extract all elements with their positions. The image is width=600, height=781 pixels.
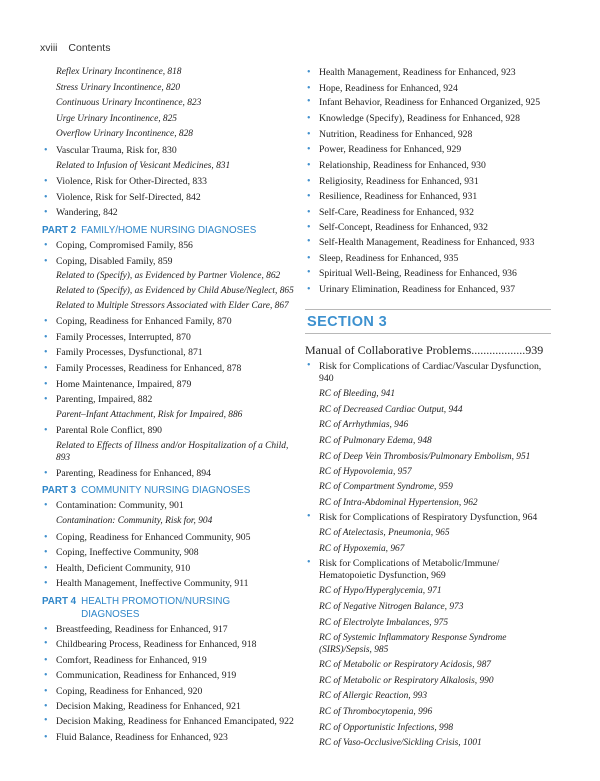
toc-list: [305, 360, 551, 752]
toc-entry: • Health Management, Ineffective Community, 911: [42, 576, 294, 592]
toc-entry: • Coping, Readiness for Enhanced Family, 870: [42, 314, 294, 330]
running-header: [40, 42, 110, 54]
toc-entry: • Self-Care, Readiness for Enhanced, 932: [305, 205, 551, 221]
toc-subentry: Contamination: Community, Risk for, 904: [56, 516, 213, 527]
part-2-block: [42, 221, 294, 238]
toc-entry: • Health, Deficient Community, 910: [42, 561, 294, 577]
toc-subentry: Related to (Specify), as Evidenced by Partner Violence, 862: [56, 271, 281, 282]
toc-entry: • Vascular Trauma, Risk for, 830: [42, 143, 294, 159]
toc-subentry: RC of Metabolic or Respiratory Alkalosis, 990: [319, 675, 494, 686]
toc-subentry: Related to (Specify), as Evidenced by Child Abuse/Neglect, 865: [56, 286, 294, 297]
section-divider: [305, 333, 551, 334]
part-title: HEALTH PROMOTION/NURSING DIAGNOSES: [81, 596, 231, 621]
toc-entry: • Comfort, Readiness for Enhanced, 919: [42, 653, 294, 669]
toc-entry: • Violence, Risk for Other-Directed, 833: [42, 174, 294, 190]
part-title: COMMUNITY NURSING DIAGNOSES: [81, 485, 251, 497]
toc-entry: • Wandering, 842: [42, 205, 294, 221]
toc-entry: • Sleep, Readiness for Enhanced, 935: [305, 251, 551, 267]
part-label: PART 3: [42, 485, 77, 497]
toc-list: [42, 498, 294, 592]
toc-entry: • Religiosity, Readiness for Enhanced, 931: [305, 174, 551, 190]
toc-subentry: RC of Atelectasis, Pneumonia, 965: [319, 528, 450, 539]
toc-subentry: RC of Allergic Reaction, 993: [319, 691, 428, 702]
toc-entry: • Fluid Balance, Readiness for Enhanced, 923: [42, 730, 294, 746]
toc-entry: • Family Processes, Readiness for Enhanced, 878: [42, 361, 294, 377]
right-column: [305, 65, 551, 752]
toc-entry: • Coping, Readiness for Enhanced, 920: [42, 684, 294, 700]
toc-subentry: Urge Urinary Incontinence, 825: [56, 113, 177, 124]
toc-entry: • Coping, Readiness for Enhanced Community, 905: [42, 530, 294, 546]
toc-subentry: RC of Intra-Abdominal Hypertension, 962: [319, 497, 478, 508]
toc-entry: • Power, Readiness for Enhanced, 929: [305, 142, 551, 158]
toc-list: [42, 65, 294, 221]
toc-entry: • Infant Behavior, Readiness for Enhanced Organized, 925: [305, 96, 551, 111]
toc-entry: • Self-Concept, Readiness for Enhanced, 932: [305, 220, 551, 236]
toc-subentry: RC of Hypovolemia, 957: [319, 466, 412, 477]
toc-entry: • Coping, Compromised Family, 856: [42, 238, 294, 254]
section-3-heading: SECTION 3: [307, 314, 388, 331]
toc-subentry: Overflow Urinary Incontinence, 828: [56, 129, 193, 140]
toc-subentry: RC of Metabolic or Respiratory Acidosis, 987: [319, 660, 491, 671]
toc-entry: • Family Processes, Interrupted, 870: [42, 330, 294, 346]
section-3-subtitle: Manual of Collaborative Problems..................939: [305, 343, 544, 358]
part-label: PART 2: [42, 224, 77, 236]
part-title: FAMILY/HOME NURSING DIAGNOSES: [81, 224, 257, 236]
toc-entry: • Health Management, Readiness for Enhanced, 923: [305, 65, 551, 81]
toc-entry: • Decision Making, Readiness for Enhanced, 921: [42, 699, 294, 715]
toc-entry: • Resilience, Readiness for Enhanced, 931: [305, 189, 551, 205]
toc-entry: • Family Processes, Dysfunctional, 871: [42, 345, 294, 361]
toc-entry: • Knowledge (Specify), Readiness for Enhanced, 928: [305, 111, 551, 127]
toc-entry: • Violence, Risk for Self-Directed, 842: [42, 190, 294, 206]
toc-list: [42, 238, 294, 482]
toc-subentry: RC of Hypo/Hyperglycemia, 971: [319, 586, 442, 597]
toc-subentry: RC of Vaso-Occlusive/Sickling Crisis, 1001: [319, 738, 482, 749]
toc-subentry: RC of Deep Vein Thrombosis/Pulmonary Embolism, 951: [319, 451, 531, 462]
toc-subentry: Related to Infusion of Vesicant Medicines, 831: [56, 160, 231, 171]
toc-entry: • Risk for Complications of Cardiac/Vascular Dysfunction, 940: [305, 360, 551, 387]
part-3-block: [42, 481, 294, 498]
toc-subentry: Related to Effects of Illness and/or Hospitalization of a Child, 893: [56, 440, 289, 463]
toc-subentry: RC of Systemic Inflammatory Response Syndrome (SIRS)/Sepsis, 985: [319, 633, 507, 656]
left-column: [42, 65, 294, 746]
toc-entry: • Risk for Complications of Respiratory Dysfunction, 964: [305, 511, 551, 526]
toc-entry: • Coping, Ineffective Community, 908: [42, 545, 294, 561]
toc-entry: • Spiritual Well-Being, Readiness for Enhanced, 936: [305, 267, 551, 282]
part-3-heading: [42, 481, 294, 498]
toc-subentry: RC of Arrhythmias, 946: [319, 420, 409, 431]
toc-subentry: RC of Hypoxemia, 967: [319, 543, 405, 554]
toc-entry: • Breastfeeding, Readiness for Enhanced, 917: [42, 622, 294, 638]
part-4-block: [42, 592, 294, 622]
toc-entry: • Decision Making, Readiness for Enhanced Emancipated, 922: [42, 715, 294, 730]
toc-subentry: Continuous Urinary Incontinence, 823: [56, 98, 202, 109]
page-number: xviii: [40, 42, 58, 54]
part-label: PART 4: [42, 596, 77, 608]
toc-subentry: RC of Pulmonary Edema, 948: [319, 435, 432, 446]
toc-subentry: RC of Decreased Cardiac Output, 944: [319, 404, 463, 415]
toc-subentry: RC of Compartment Syndrome, 959: [319, 482, 453, 493]
part-4-heading: [42, 592, 294, 622]
toc-entry: • Parental Role Conflict, 890: [42, 423, 294, 439]
toc-entry: • Home Maintenance, Impaired, 879: [42, 377, 294, 393]
toc-subentry: RC of Opportunistic Infections, 998: [319, 722, 454, 733]
toc-subentry: RC of Negative Nitrogen Balance, 973: [319, 602, 464, 613]
toc-subentry: RC of Bleeding, 941: [319, 389, 396, 400]
toc-entry: • Nutrition, Readiness for Enhanced, 928: [305, 127, 551, 143]
toc-entry: • Childbearing Process, Readiness for Enhanced, 918: [42, 638, 294, 653]
toc-entry: • Urinary Elimination, Readiness for Enhanced, 937: [305, 282, 551, 298]
toc-subentry: RC of Electrolyte Imbalances, 975: [319, 617, 449, 628]
toc-entry: • Risk for Complications of Metabolic/Immune/ Hematopoietic Dysfunction, 969: [305, 557, 551, 584]
toc-entry: • Parenting, Readiness for Enhanced, 894: [42, 466, 294, 482]
toc-entry: • Hope, Readiness for Enhanced, 924: [305, 81, 551, 97]
toc-entry: • Relationship, Readiness for Enhanced, 930: [305, 158, 551, 174]
toc-list: [42, 622, 294, 746]
toc-entry: • Parenting, Impaired, 882: [42, 392, 294, 408]
part-2-heading: [42, 221, 294, 238]
toc-subentry: Related to Multiple Stressors Associated with Elder Care, 867: [56, 301, 289, 312]
toc-subentry: Stress Urinary Incontinence, 820: [56, 82, 181, 93]
toc-entry: • Contamination: Community, 901: [42, 498, 294, 514]
running-title: Contents: [68, 42, 111, 54]
toc-list: [305, 65, 551, 297]
toc-subentry: Parent–Infant Attachment, Risk for Impaired, 886: [56, 409, 243, 420]
toc-subentry: RC of Thrombocytopenia, 996: [319, 707, 433, 718]
toc-entry: • Self-Health Management, Readiness for Enhanced, 933: [305, 236, 551, 251]
toc-subentry: Reflex Urinary Incontinence, 818: [56, 67, 182, 77]
section-divider: [305, 309, 551, 310]
toc-entry: • Communication, Readiness for Enhanced, 919: [42, 668, 294, 684]
toc-entry: • Coping, Disabled Family, 859: [42, 254, 294, 270]
